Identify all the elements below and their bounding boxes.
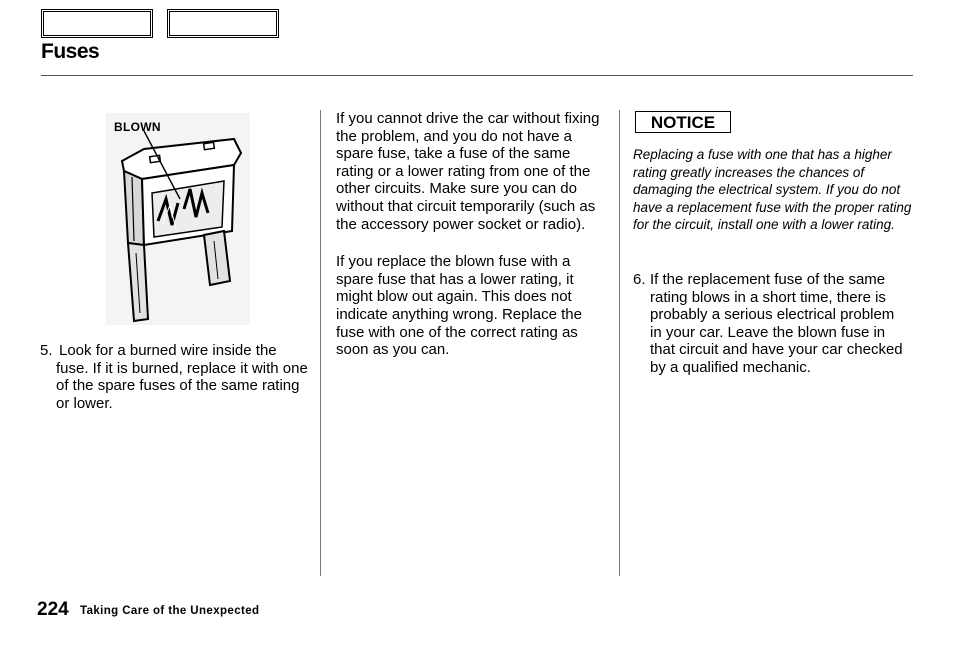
step-number: 5. bbox=[40, 342, 53, 359]
blown-fuse-illustration bbox=[106, 113, 250, 325]
paragraph: If you cannot drive the car without fixing the problem, and you do not have a spare fuse, take a fuse of the same rating or a lower rating from one of the other circuits. Make sure you can do without that circuit temporarily (such as the accessory power socket or radio). bbox=[336, 110, 600, 233]
notice-heading: NOTICE bbox=[635, 111, 731, 133]
column-divider-2 bbox=[619, 110, 620, 576]
middle-column bbox=[336, 110, 610, 379]
step-text: If the replacement fuse of the same rating blows in a short time, there is probably a serious electrical problem in your car. Leave the blown fuse in that circuit and have your car checked by a qualified mechanic. bbox=[650, 271, 903, 376]
section-title: Taking Care of the Unexpected bbox=[80, 605, 260, 617]
step-text: Look for a burned wire inside the fuse. If it is burned, replace it with one of the spare fuses of the same rating or lower. bbox=[56, 342, 308, 412]
page-number: 224 bbox=[37, 599, 69, 620]
header-tab-box-2 bbox=[167, 9, 279, 38]
title-rule bbox=[41, 75, 913, 76]
step-5 bbox=[40, 342, 310, 412]
figure-label: BLOWN bbox=[114, 120, 161, 134]
column-divider-1 bbox=[320, 110, 321, 576]
paragraph: If you replace the blown fuse with a spare fuse that has a lower rating, it might blow out again. This does not indicate anything wrong. Replace the fuse with one of the correct rating as soon as you can. bbox=[336, 253, 582, 359]
page-title: Fuses bbox=[41, 40, 100, 63]
notice-text: Replacing a fuse with one that has a higher rating greatly increases the chances of damaging the electrical system. If you do not have a replacement fuse with the proper rating for the circuit, install one with a lower rating. bbox=[633, 147, 912, 232]
step-6 bbox=[633, 271, 903, 377]
step-number: 6. bbox=[633, 271, 646, 288]
header-tab-box-1 bbox=[41, 9, 153, 38]
